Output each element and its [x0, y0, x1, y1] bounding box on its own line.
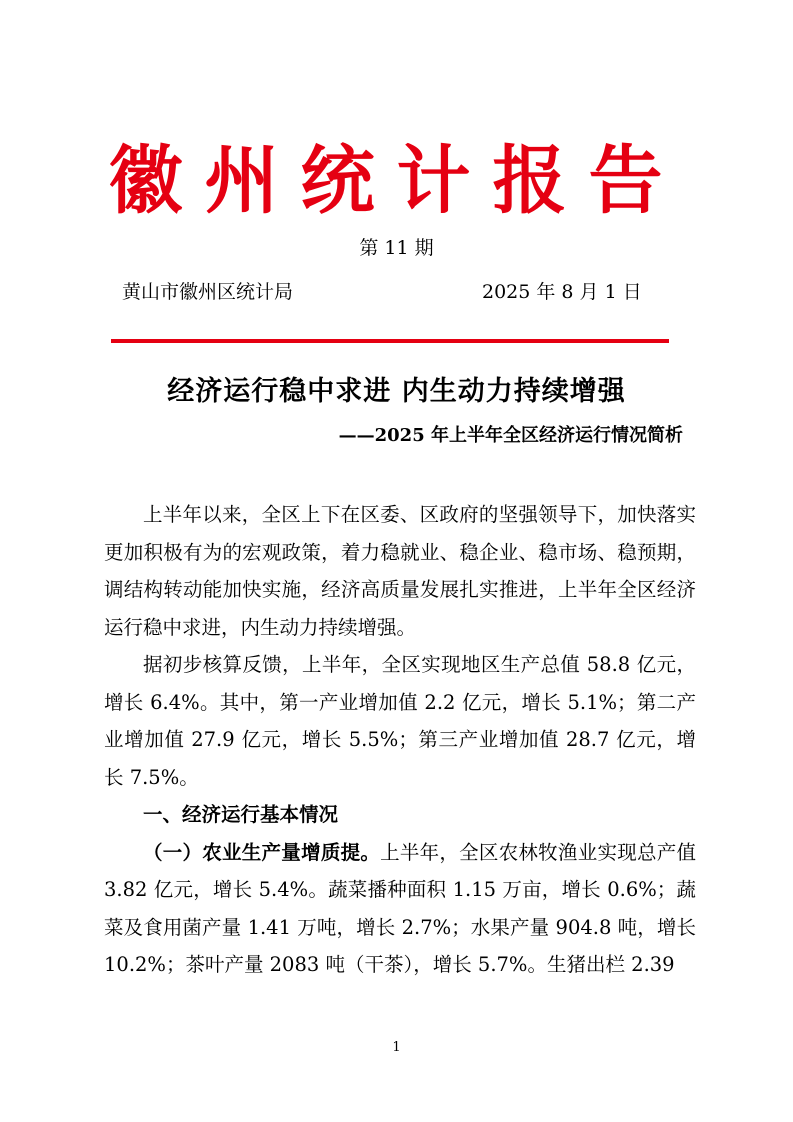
masthead-title: 徽州统计报告 [108, 138, 685, 224]
article-body [104, 496, 696, 984]
red-divider [111, 339, 669, 343]
paragraph-gdp: 据初步核算反馈，上半年，全区实现地区生产总值 58.8 亿元，增长 6.4%。其中，第一产业增加值 2.2 亿元，增长 5.1%；第二产业增加值 27.9 亿元，增长 5.5%；第三产业增加值 28.7 亿元，增长 7.5%。 [104, 653, 696, 789]
paragraph-agriculture [104, 834, 696, 984]
publish-date: 2025 年 8 月 1 日 [482, 281, 642, 303]
publisher: 黄山市徽州区统计局 [122, 281, 294, 303]
subsection-lead: （一）农业生产量增质提。 [143, 840, 381, 864]
article-title: 经济运行稳中求进 内生动力持续增强 [167, 376, 626, 407]
paragraph-intro: 上半年以来，全区上下在区委、区政府的坚强领导下，加快落实更加积极有为的宏观政策，着力稳就业、稳企业、稳市场、稳预期，调结构转动能加快实施，经济高质量发展扎实推进，上半年全区经济运行稳中求进，内生动力持续增强。 [104, 503, 696, 639]
section-heading: 一、经济运行基本情况 [143, 803, 339, 826]
article-subtitle: ——2025 年上半年全区经济运行情况简析 [338, 425, 683, 446]
page-number: 1 [392, 1040, 401, 1055]
subsection-text: 上半年，全区农林牧渔业实现总产值 3.82 亿元，增长 5.4%。蔬菜播种面积 1.15 万亩，增长 0.6%；蔬菜及食用菌产量 1.41 万吨，增长 2.7%；水果产量 904.8 吨，增长 10.2%；茶叶产量 2083 吨（干茶），增长 5.7%。生猪出栏 2.39 [104, 840, 696, 976]
issue-number: 第 11 期 [359, 237, 434, 259]
